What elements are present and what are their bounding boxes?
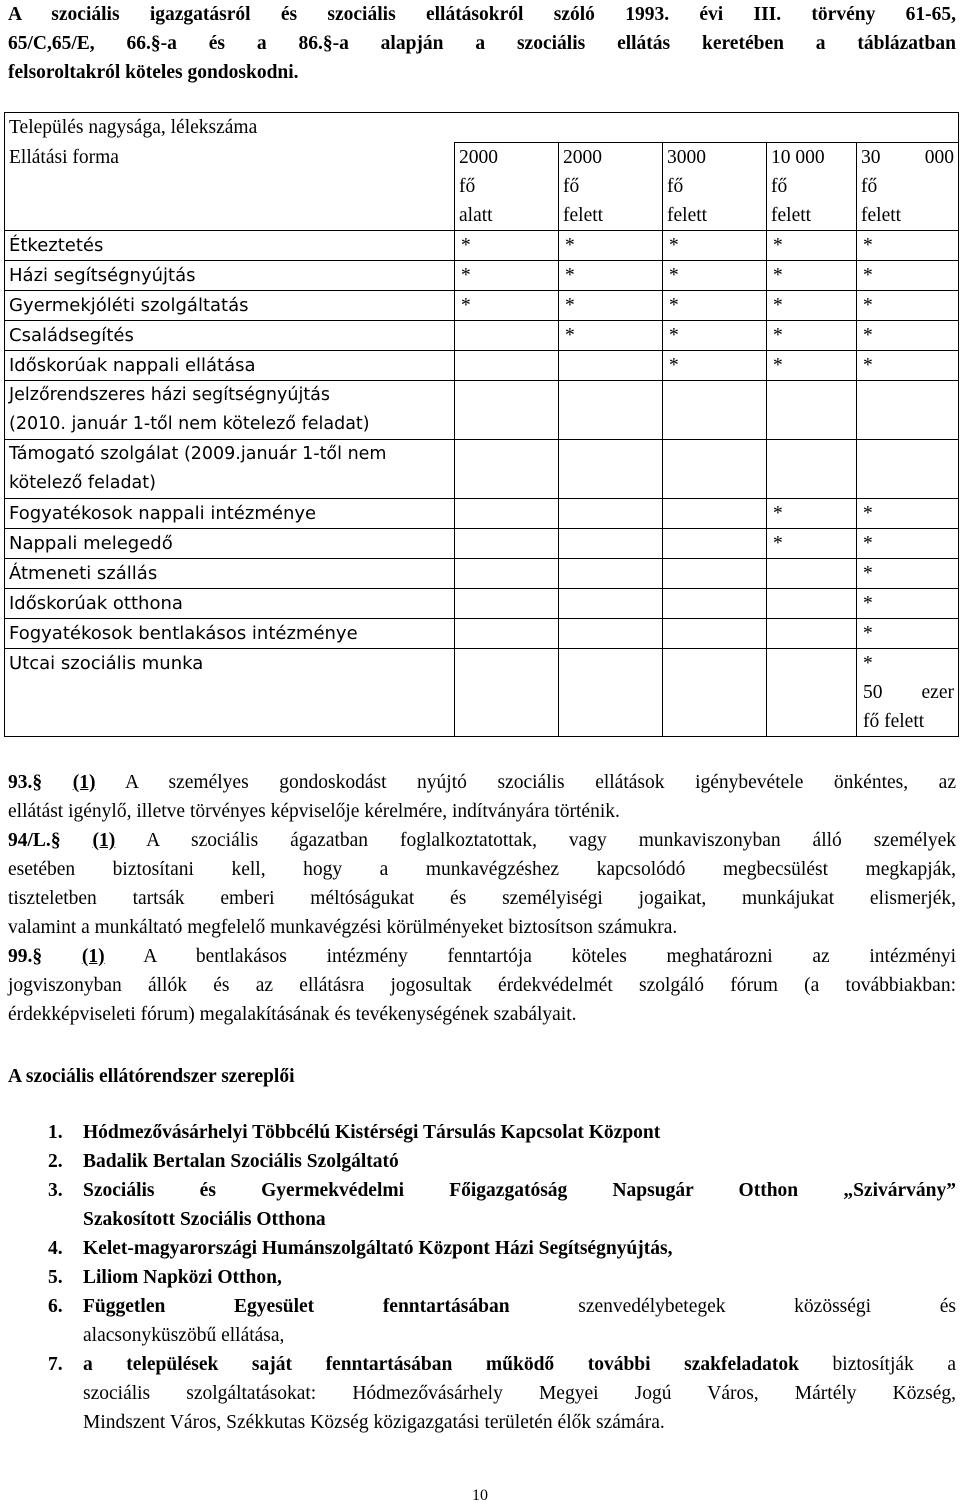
cell-mark — [559, 619, 663, 649]
cell-mark: * — [857, 529, 959, 559]
cell-mark — [663, 649, 767, 737]
cell-mark: * — [767, 261, 857, 291]
cell-mark — [767, 589, 857, 619]
cell-mark: * — [559, 261, 663, 291]
column-header: 30 000 fő felett — [857, 143, 959, 231]
first-column-header: Ellátási forma — [5, 143, 455, 231]
list-item: 2. Badalik Bertalan Szociális Szolgáltató — [48, 1151, 399, 1172]
cell-mark — [663, 529, 767, 559]
cell-mark: * — [857, 589, 959, 619]
column-header: 3000 fő felett — [663, 143, 767, 231]
cell-mark — [663, 559, 767, 589]
row-label: Átmeneti szállás — [5, 559, 455, 589]
cell-mark: * — [767, 351, 857, 381]
row-label: Étkeztetés — [5, 231, 455, 261]
column-header: 2000 fő felett — [559, 143, 663, 231]
cell-mark — [767, 440, 857, 499]
page-number: 10 — [472, 1487, 488, 1504]
list-item: 7. a települések saját fenntartásában működő további szakfeladatok biztosítják a szociális szolgáltatásokat: Hódmezővásárhely Megyei Jogú Város, Mártély Község, Mindszent Város, Székkutas Község közigazgatási területén élők számára. — [48, 1354, 956, 1433]
row-label: Fogyatékosok nappali intézménye — [5, 499, 455, 529]
cell-mark: * — [857, 351, 959, 381]
column-header: 2000 fő alatt — [455, 143, 559, 231]
actors-heading: A szociális ellátórendszer szereplői — [8, 1066, 295, 1087]
list-item: 6. Független Egyesület fenntartásában szenvedélybetegek közösségi és alacsonyküszöbű ellátása, — [48, 1296, 956, 1346]
section-93: 93.§ (1) A személyes gondoskodást nyújtó szociális ellátások igénybevétele önkéntes, az ellátást igénylő, illetve törvényes képviselője kérelmére, indítványára történik. — [8, 772, 956, 822]
row-label: Támogató szolgálat (2009.január 1-től nem kötelező feladat) — [5, 440, 455, 499]
cell-mark — [857, 381, 959, 440]
list-item: 4. Kelet-magyarországi Humánszolgáltató Központ Házi Segítségnyújtás, — [48, 1238, 673, 1259]
cell-mark: * — [857, 499, 959, 529]
cell-mark — [663, 619, 767, 649]
cell-mark — [455, 321, 559, 351]
services-table — [4, 112, 959, 737]
cell-mark: * — [663, 261, 767, 291]
intro-paragraph — [8, 0, 956, 87]
cell-mark: * 50 ezer fő felett — [857, 649, 959, 737]
cell-mark — [559, 649, 663, 737]
cell-mark — [455, 351, 559, 381]
row-label: Családsegítés — [5, 321, 455, 351]
cell-mark: * — [857, 231, 959, 261]
cell-mark: * — [455, 291, 559, 321]
table-row — [5, 261, 959, 291]
cell-mark — [767, 381, 857, 440]
intro-line: A szociális igazgatásról és szociális ellátásokról szóló 1993. évi III. törvény 61-65, — [8, 4, 956, 25]
cell-mark — [455, 559, 559, 589]
cell-mark: * — [767, 529, 857, 559]
cell-mark — [559, 351, 663, 381]
table-row — [5, 499, 959, 529]
list-item: 1. Hódmezővásárhelyi Többcélú Kistérségi Társulás Kapcsolat Központ — [48, 1122, 661, 1143]
table-row — [5, 351, 959, 381]
cell-mark: * — [767, 291, 857, 321]
cell-mark — [559, 529, 663, 559]
cell-mark — [663, 440, 767, 499]
cell-mark: * — [559, 231, 663, 261]
intro-line: 65/C,65/E, 66.§-a és a 86.§-a alapján a szociális ellátás keretében a táblázatban — [8, 33, 956, 54]
cell-mark — [455, 381, 559, 440]
actors-list — [8, 1118, 956, 1437]
row-label: Jelzőrendszeres házi segítségnyújtás (2010. január 1-től nem kötelező feladat) — [5, 381, 455, 440]
cell-mark — [455, 499, 559, 529]
table-row — [5, 440, 959, 499]
cell-mark: * — [559, 291, 663, 321]
table-row — [5, 619, 959, 649]
cell-mark: * — [857, 321, 959, 351]
cell-mark: * — [767, 499, 857, 529]
row-label: Nappali melegedő — [5, 529, 455, 559]
cell-mark: * — [663, 231, 767, 261]
table-row — [5, 559, 959, 589]
table-title: Település nagysága, lélekszáma — [5, 113, 959, 143]
cell-mark — [767, 619, 857, 649]
cell-mark — [663, 381, 767, 440]
cell-mark: * — [857, 261, 959, 291]
row-label: Fogyatékosok bentlakásos intézménye — [5, 619, 455, 649]
intro-line: felsoroltakról köteles gondoskodni. — [8, 62, 299, 83]
section-94L: 94/L.§ (1) A szociális ágazatban foglalkoztatottak, vagy munkaviszonyban álló személyek esetében biztosítani kell, hogy a munkavégzéshez kapcsolódó megbecsülést megkapják, tiszteletben tartsák emberi méltóságukat és személyiségi jogaikat, munkájukat elismerjék, valamint a munkáltató megfelelő munkavégzési körülményeket biztosítson számukra. — [8, 830, 957, 938]
row-label: Házi segítségnyújtás — [5, 261, 455, 291]
cell-mark: * — [767, 231, 857, 261]
column-header: 10 000 fő felett — [767, 143, 857, 231]
cell-mark: * — [663, 291, 767, 321]
cell-mark: * — [559, 321, 663, 351]
table-row — [5, 649, 959, 737]
cell-mark: * — [663, 351, 767, 381]
cell-mark — [857, 440, 959, 499]
cell-mark: * — [857, 559, 959, 589]
row-label: Időskorúak otthona — [5, 589, 455, 619]
row-label: Gyermekjóléti szolgáltatás — [5, 291, 455, 321]
cell-mark: * — [857, 291, 959, 321]
table-row — [5, 321, 959, 351]
table-row — [5, 589, 959, 619]
table-row — [5, 231, 959, 261]
row-label: Időskorúak nappali ellátása — [5, 351, 455, 381]
list-item: 5. Liliom Napközi Otthon, — [48, 1267, 282, 1288]
table-row — [5, 529, 959, 559]
list-item: 3. Szociális és Gyermekvédelmi Főigazgatóság Napsugár Otthon „Szivárvány” Szakosított Szociális Otthona — [48, 1180, 956, 1230]
legal-sections — [8, 768, 956, 1029]
cell-mark — [455, 649, 559, 737]
row-label: Utcai szociális munka — [5, 649, 455, 737]
cell-mark — [455, 440, 559, 499]
cell-mark: * — [663, 321, 767, 351]
cell-mark — [767, 649, 857, 737]
cell-mark — [559, 440, 663, 499]
cell-mark: * — [767, 321, 857, 351]
section-99: 99.§ (1) A bentlakásos intézmény fenntartója köteles meghatározni az intézményi jogviszonyban állók és az ellátásra jogosultak érdekvédelmét szolgáló fórum (a továbbiakban: érdekképviseleti fórum) megalakításának és tevékenységének szabályait. — [8, 946, 956, 1025]
cell-mark — [559, 381, 663, 440]
table-row — [5, 381, 959, 440]
cell-mark — [663, 589, 767, 619]
cell-mark — [455, 589, 559, 619]
cell-mark: * — [455, 231, 559, 261]
cell-mark — [559, 559, 663, 589]
cell-mark — [559, 499, 663, 529]
cell-mark — [663, 499, 767, 529]
cell-mark: * — [857, 619, 959, 649]
cell-mark — [767, 559, 857, 589]
cell-mark — [455, 619, 559, 649]
cell-mark — [455, 529, 559, 559]
cell-mark — [559, 589, 663, 619]
table-row — [5, 291, 959, 321]
cell-mark: * — [455, 261, 559, 291]
